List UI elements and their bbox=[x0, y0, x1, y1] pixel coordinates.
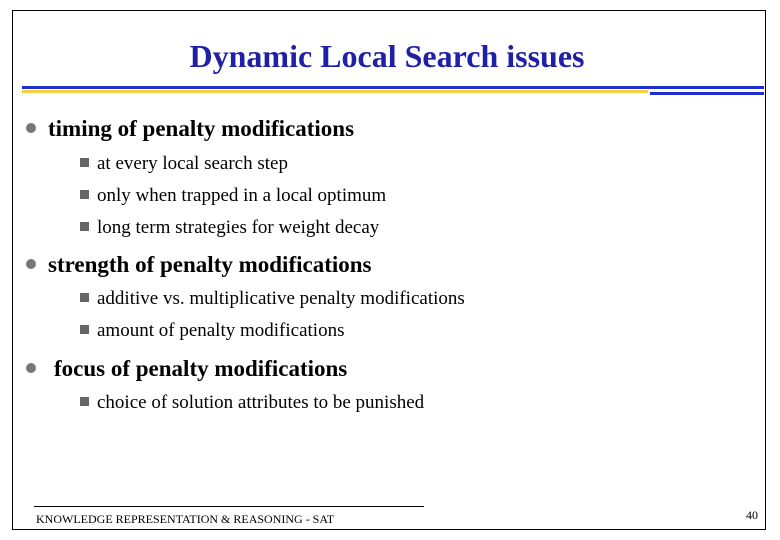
bullet-dot-icon bbox=[26, 363, 36, 373]
title-rule-accent bbox=[22, 90, 648, 93]
section-heading: strength of penalty modifications bbox=[26, 252, 372, 278]
bullet-square-icon bbox=[80, 158, 89, 167]
bullet-square-icon bbox=[80, 293, 89, 302]
section-heading: focus of penalty modifications bbox=[26, 356, 347, 382]
title-rule-end bbox=[650, 92, 764, 95]
list-item: only when trapped in a local optimum bbox=[80, 185, 386, 207]
footer-text: KNOWLEDGE REPRESENTATION & REASONING - SAT bbox=[36, 512, 335, 526]
list-item: at every local search step bbox=[80, 153, 288, 175]
footer-rule bbox=[34, 506, 424, 507]
bullet-square-icon bbox=[80, 397, 89, 406]
list-item: additive vs. multiplicative penalty modifications bbox=[80, 288, 465, 310]
slide-title: Dynamic Local Search issues bbox=[189, 38, 585, 74]
title-rule bbox=[22, 86, 764, 89]
list-item: long term strategies for weight decay bbox=[80, 217, 379, 239]
bullet-square-icon bbox=[80, 325, 89, 334]
bullet-dot-icon bbox=[26, 259, 36, 269]
bullet-square-icon bbox=[80, 222, 89, 231]
list-item: amount of penalty modifications bbox=[80, 320, 344, 342]
bullet-dot-icon bbox=[26, 123, 36, 133]
page-number: 40 bbox=[746, 508, 758, 522]
section-heading: timing of penalty modifications bbox=[26, 116, 354, 142]
list-item: choice of solution attributes to be punished bbox=[80, 392, 424, 414]
bullet-square-icon bbox=[80, 190, 89, 199]
